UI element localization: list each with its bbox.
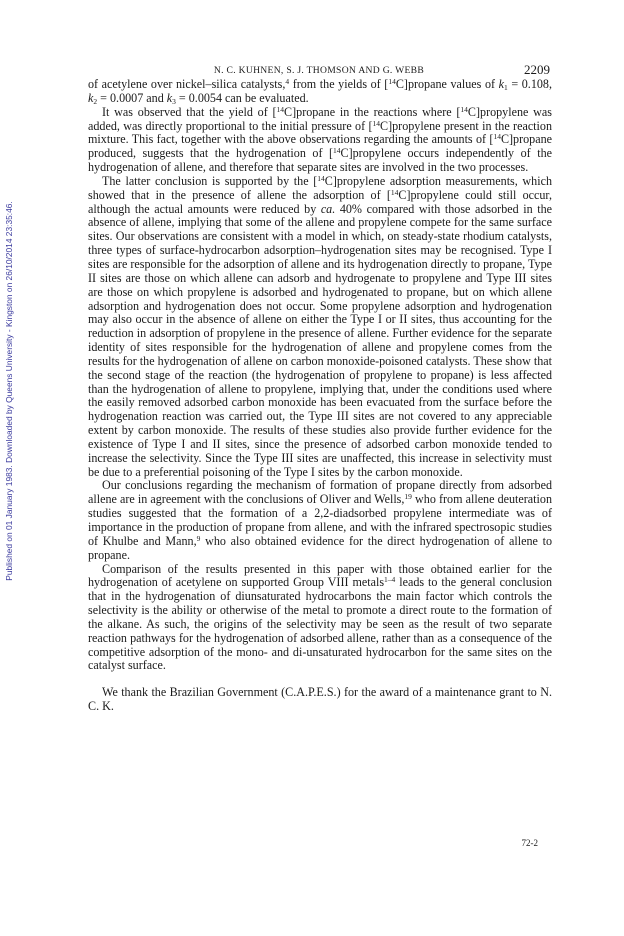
page-header [88, 62, 550, 78]
text-run: = 0.0054 can be evaluated. [175, 90, 309, 105]
text-run: It was observed that the yield of [ [102, 104, 277, 119]
isotope-superscript: 14 [372, 118, 381, 128]
text-run: of acetylene over nickel–silica catalysts, [88, 77, 286, 91]
rate-constant-symbol: k [88, 90, 94, 105]
text-run: C]propane in the reactions where [ [284, 104, 461, 119]
text-run: 40% compared with those adsorbed in the absence of allene, implying that some of the allene and propylene compete for the same surface sites. Our observations are consistent with a model in which, on steady-state rhodium catalysts, three types of surface-hydrocarbon adsorption–hydrogenation sites may be recognised. Type I sites are responsible for the adsorption of allene and its hydrogenation directly to propane, Type II sites are those on which allene can adsorb and hydrogenate to propylene and Type III sites are those on which propylene is adsorbed and hydrogenated to propane, but on which allene adsorption and hydrogenation does not occur. Some propylene adsorption and hydrogenation may also occur in the absence of allene on either the Type I or II sites, thus accounting for the reduction in adsorption of propylene in the presence of allene. Further evidence for the separate identity of sites responsible for the hydrogenation of allene and propylene comes from the results for the hydrogenation of allene on carbon monoxide-poisoned catalysts. These show that the second stage of the reaction (the hydrogenation of propylene to propane) is less affected than the hydrogenation of allene to propylene, implying that, under the conditions used where the easily removed adsorbed carbon monoxide has been evacuated from the surface before the hydrogenation reaction was carried out, the Type III sites are not covered to any appreciable extent by carbon monoxide. The results of these studies also provide further evidence for the existence of Type I and II sites, since the presence of adsorbed carbon monoxide tended to increase the selectivity. Since the Type III sites are unaffected, this increase in selectivity must be due to a preferential poisoning of the Type I sites by the carbon monoxide. [88, 201, 552, 479]
text-run: The latter conclusion is supported by the [ [102, 173, 318, 188]
italic-abbreviation: ca. [320, 201, 336, 216]
isotope-superscript: 14 [276, 104, 285, 114]
reference-marker: 9 [196, 533, 201, 543]
paragraph-2 [88, 106, 552, 175]
paragraph-5 [88, 563, 552, 674]
reference-marker: 19 [404, 492, 412, 502]
subscript: 2 [93, 96, 98, 106]
text-run: C]propane values of [395, 77, 499, 91]
paragraph-1 [88, 78, 552, 106]
isotope-superscript: 14 [388, 77, 396, 86]
text-run: = 0.0007 and [97, 90, 167, 105]
reference-marker: 1–4 [384, 575, 396, 585]
text-run: C]propylene present in the reaction mixture. This fact, together with the above observations regarding the amounts of [ [88, 118, 552, 147]
paragraph-4 [88, 479, 552, 562]
text-run: C]propylene adsorption measurements, which showed that in the presence of allene the adsorption of [ [88, 173, 552, 202]
subscript: 3 [172, 96, 176, 106]
isotope-superscript: 14 [460, 104, 468, 114]
text-run: from the yields of [ [289, 77, 389, 91]
text-run: C]propylene could still occur, although the actual amounts were reduced by [88, 187, 552, 216]
text-run: who from allene deuteration studies suggested that the formation of a 2,2-diadsorbed propylene intermediate was of importance in the production of propane from allene, and with the infrared spectrosopic studies of Khulbe and Mann, [88, 492, 552, 548]
provenance-sidebar [4, 96, 18, 686]
isotope-superscript: 14 [493, 132, 501, 142]
running-head: N. C. KUHNEN, S. J. THOMSON AND G. WEBB [213, 65, 425, 76]
text-run: = 0.108, [507, 77, 552, 91]
isotope-superscript: 14 [317, 173, 325, 183]
text-run: C]propane produced, suggests that the hydrogenation of [ [88, 132, 552, 161]
text-run: C]propylene was added, was directly proportional to the initial pressure of [ [88, 104, 552, 133]
rate-constant-symbol: k [498, 77, 505, 91]
paragraph-3 [88, 175, 552, 480]
reference-marker: 4 [285, 77, 290, 86]
isotope-superscript: 14 [390, 187, 399, 197]
text-run: C]propylene occurs independently of the hydrogenation of allene, and therefore that separate sites are involved in the two processes. [88, 146, 552, 175]
page-number: 2209 [524, 62, 550, 77]
text-run: who also obtained evidence for the direct hydrogenation of allene to propane. [88, 533, 552, 562]
text-run: Our conclusions regarding the mechanism of formation of propane directly from adsorbed allene are in agreement with the conclusions of Oliver and Wells, [88, 478, 552, 507]
acknowledgement: We thank the Brazilian Government (C.A.P.E.S.) for the award of a maintenance grant to N. C. K. [88, 685, 552, 714]
article-body [88, 78, 552, 714]
rate-constant-symbol: k [166, 90, 173, 105]
text-run: Comparison of the results presented in this paper with those obtained earlier for the hydrogenation of acetylene on supported Group VIII metals [88, 561, 552, 590]
provenance-text: Published on 01 January 1983. Downloaded by Queens University - Kingston on 26/10/2014 23:35:46. [4, 201, 14, 581]
footer-code: 72-2 [521, 838, 538, 848]
text-run: leads to the general conclusion that in the hydrogenation of diunsaturated hydrocarbons the main factor which controls the selectivity is the ability or otherwise of the metal to promote a direct route to the formation of the alkane. As such, the origins of the selectivity may be seen as the result of two separate reaction pathways for the hydrogenation of adsorbed allene, rather than as a consequence of the competitive adsorption of the mono- and di-unsaturated hydrocarbon for the same sites on the catalyst surface. [88, 575, 552, 673]
isotope-superscript: 14 [333, 146, 341, 156]
subscript: 1 [504, 83, 508, 92]
